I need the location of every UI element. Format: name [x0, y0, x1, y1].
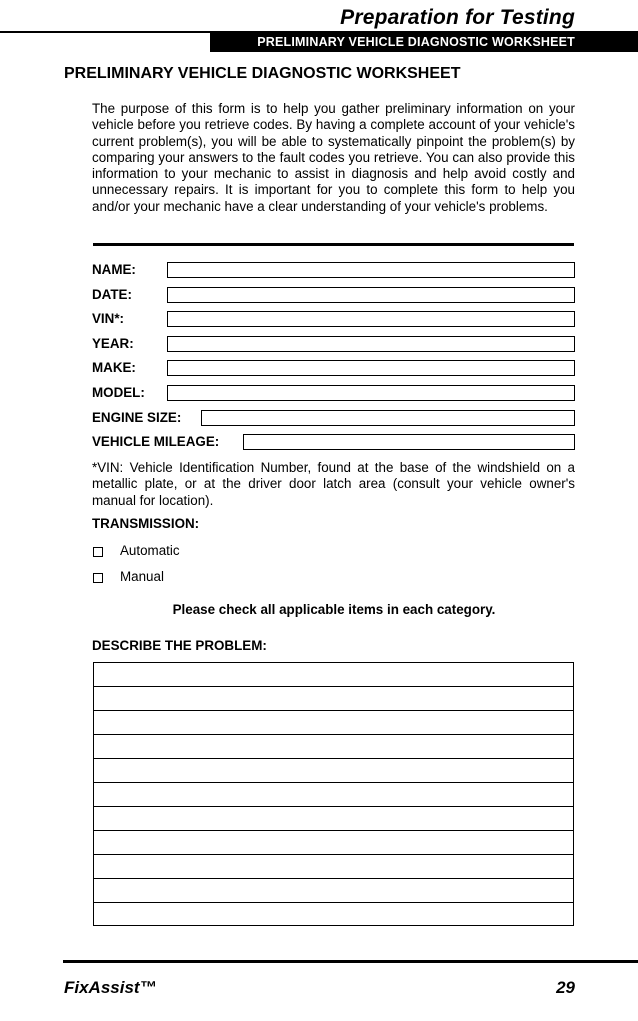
problem-line [94, 758, 573, 759]
problem-line [94, 686, 573, 687]
problem-line [94, 806, 573, 807]
manual-checkbox[interactable] [93, 573, 103, 583]
problem-line [94, 830, 573, 831]
vehicle-mileage-label: VEHICLE MILEAGE: [92, 434, 220, 449]
section-divider [93, 243, 574, 246]
problem-line [94, 734, 573, 735]
problem-line [94, 854, 573, 855]
year-field[interactable] [167, 336, 575, 352]
check-instruction: Please check all applicable items in each category. [172, 602, 496, 617]
name-field[interactable] [167, 262, 575, 278]
footer-rule [63, 960, 638, 963]
transmission-label: TRANSMISSION: [92, 516, 200, 531]
name-label: NAME: [92, 262, 136, 277]
manual-option-label: Manual [120, 569, 164, 584]
date-label: DATE: [92, 287, 132, 302]
make-label: MAKE: [92, 360, 136, 375]
problem-line [94, 782, 573, 783]
model-label: MODEL: [92, 385, 145, 400]
intro-paragraph: The purpose of this form is to help you gather preliminary information on your vehicle before you retrieve codes. By having a complete account of your vehicle's current problem(s), you will be able to systematically pinpoint the problem(s) by comparing your answers to the fault codes you retrieve. You can also provide this information to your mechanic to assist in diagnosis and help avoid costly and unnecessary repairs. It is important for you to complete this form to help you and/or your mechanic have a clear understanding of your vehicle's problems. [92, 101, 575, 214]
problem-line [94, 902, 573, 903]
vin-footnote: *VIN: Vehicle Identification Number, found at the base of the windshield on a metallic plate, or at the driver door latch area (consult your vehicle owner's manual for location). [92, 460, 575, 508]
problem-description-area[interactable] [93, 662, 574, 926]
page-number: 29 [556, 978, 575, 997]
vehicle-mileage-field[interactable] [243, 434, 575, 450]
header-subtitle: PRELIMINARY VEHICLE DIAGNOSTIC WORKSHEET [257, 35, 575, 49]
header-section-title: Preparation for Testing [340, 6, 575, 29]
date-field[interactable] [167, 287, 575, 303]
problem-line [94, 878, 573, 879]
engine-size-field[interactable] [201, 410, 575, 426]
footer-brand: FixAssist™ [64, 978, 157, 997]
describe-problem-label: DESCRIBE THE PROBLEM: [92, 638, 267, 653]
model-field[interactable] [167, 385, 575, 401]
year-label: YEAR: [92, 336, 134, 351]
engine-size-label: ENGINE SIZE: [92, 410, 182, 425]
automatic-checkbox[interactable] [93, 547, 103, 557]
problem-line [94, 710, 573, 711]
automatic-option-label: Automatic [120, 543, 180, 558]
vin-field[interactable] [167, 311, 575, 327]
make-field[interactable] [167, 360, 575, 376]
vin-label: VIN*: [92, 311, 124, 326]
page-title: PRELIMINARY VEHICLE DIAGNOSTIC WORKSHEET [64, 65, 461, 82]
